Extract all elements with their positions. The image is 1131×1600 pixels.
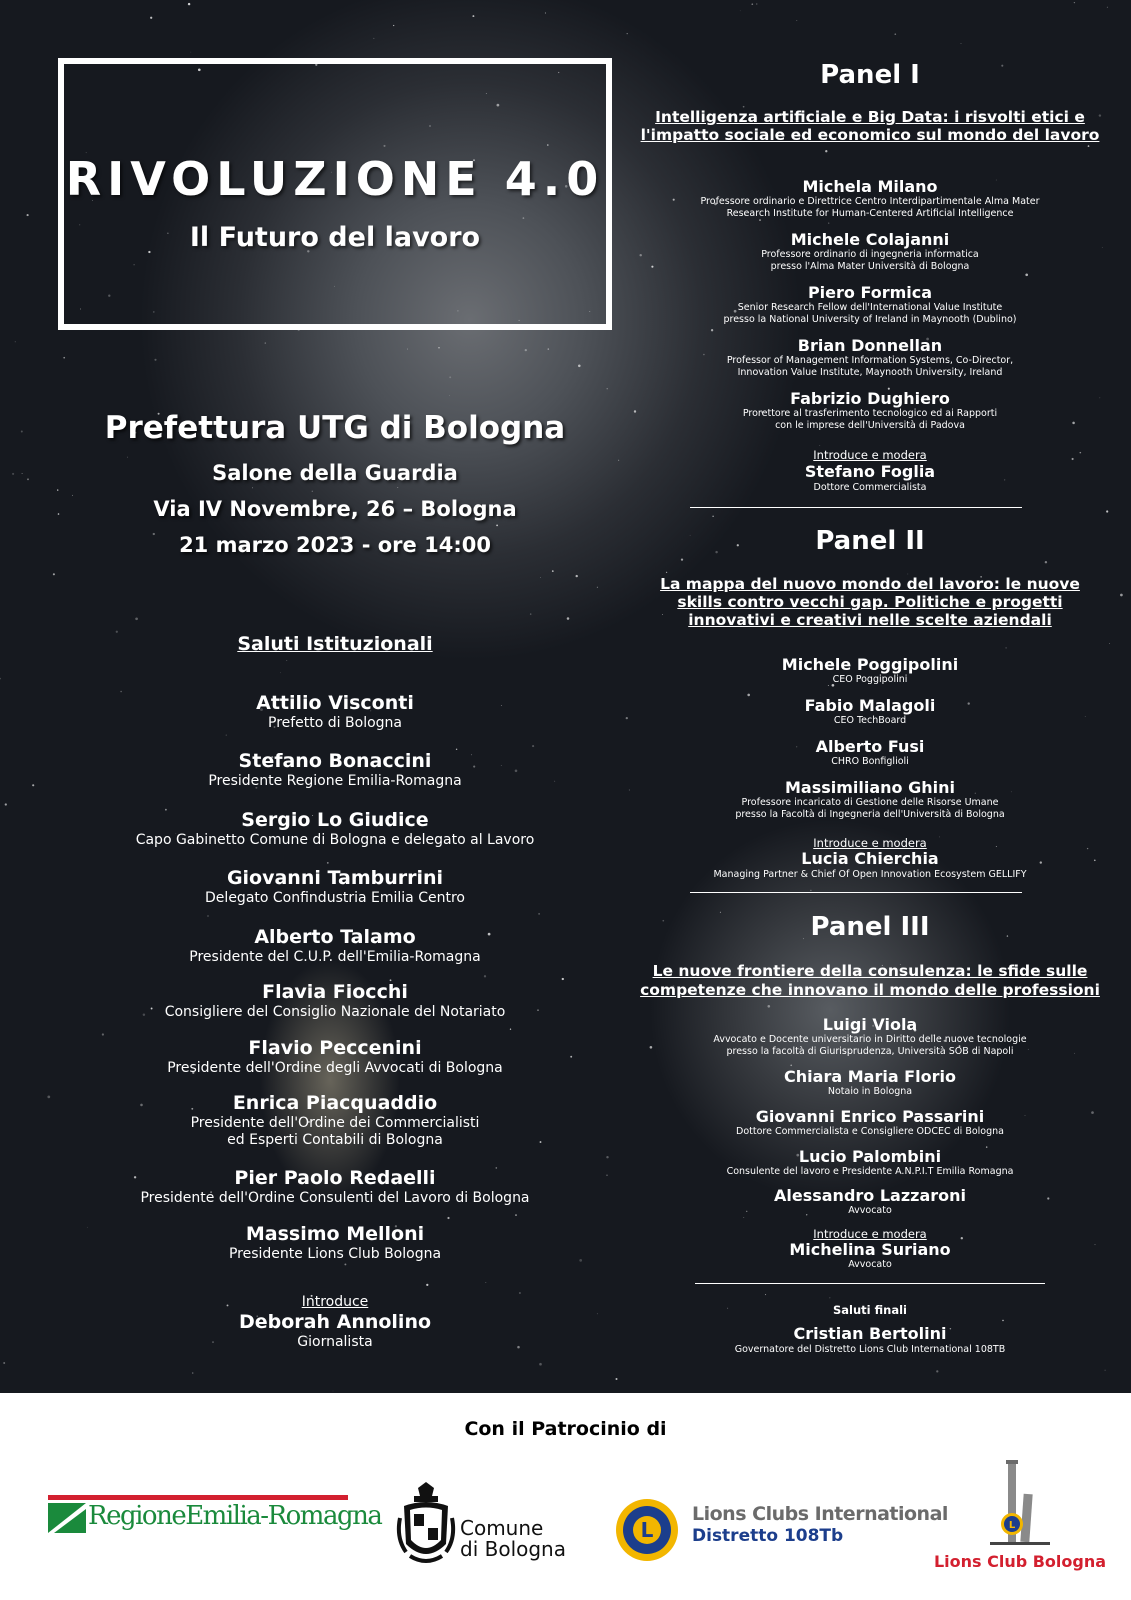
star-dot (57, 489, 58, 490)
star-dot (207, 915, 208, 916)
star-dot (280, 672, 281, 673)
lions-emblem-icon (614, 1497, 680, 1563)
star-dot (1109, 643, 1110, 644)
panel-2-speaker-name: Fabio Malagoli (804, 696, 936, 715)
panel-1-moderator-name: Stefano Foglia (804, 462, 936, 481)
panel-3-title: Panel III (810, 912, 930, 942)
panel-2-speaker-name: Alberto Fusi (815, 737, 925, 756)
comune-logo-text-line1: Comune (460, 1516, 544, 1540)
panel-1-moderator-role: Dottore Commercialista (813, 482, 927, 493)
panel-3-moderator-label: Introduce e modera (813, 1227, 927, 1241)
star-dot (12, 473, 14, 475)
star-dot (567, 617, 570, 620)
star-dot (1005, 647, 1006, 648)
panel-1-moderator-label: Introduce e modera (813, 448, 927, 462)
panel-2-speaker-role-line2: presso la Facoltà di Ingegneria dell'Università di Bologna (735, 809, 1005, 820)
star-dot (796, 20, 797, 21)
star-dot (562, 978, 564, 980)
bologna-towers-icon (990, 1458, 1050, 1546)
star-dot (0, 678, 1, 680)
star-dot (540, 577, 541, 578)
panel-2-topic-line: La mappa del nuovo mondo del lavoro: le nuove (660, 575, 1080, 593)
star-dot (22, 473, 23, 474)
star-dot (265, 342, 266, 343)
star-dot (828, 223, 829, 224)
star-dot (135, 617, 138, 620)
star-dot (21, 431, 23, 433)
star-dot (188, 3, 190, 5)
saluti-speaker-role: Prefetto di Bologna (268, 715, 402, 731)
panel-1-speaker-name: Fabrizio Dughiero (790, 389, 950, 408)
star-dot (751, 3, 753, 5)
star-dot (1088, 145, 1090, 147)
panel-2-moderator-role: Managing Partner & Chief Of Open Innovation Ecosystem GELLIFY (713, 869, 1027, 880)
star-dot (397, 487, 398, 488)
star-dot (747, 694, 750, 697)
panel-1-speaker-name: Piero Formica (807, 283, 933, 302)
star-dot (456, 749, 457, 750)
panel-2-speaker-role: CHRO Bonfiglioli (831, 756, 909, 767)
panel-3-moderator-name: Michelina Suriano (789, 1240, 951, 1259)
panel-1-speaker-name: Michela Milano (802, 177, 938, 196)
star-dot (154, 359, 156, 361)
panel-1-speaker-role-line2: Research Institute for Human-Centered Artificial Intelligence (726, 208, 1014, 219)
panel-2-moderator-name: Lucia Chierchia (801, 849, 939, 868)
panel-2-topic-line: innovativi e creativi nelle scelte aziendali (688, 611, 1052, 629)
star-dot (961, 43, 962, 44)
venue-hall: Salone della Guardia (212, 461, 458, 485)
star-dot (894, 33, 896, 35)
panel-1-speaker-role: Professor of Management Information Systems, Co-Director, (726, 355, 1014, 366)
panel-1-speaker-role: Senior Research Fellow dell'International Value Institute (737, 302, 1003, 313)
svg-text:L: L (1008, 1520, 1016, 1531)
star-dot (53, 573, 55, 575)
panel-1-speaker-role-line2: presso la National University of Ireland in Maynooth (Dublino) (723, 314, 1017, 325)
star-dot (102, 1033, 104, 1035)
panel-3-speaker-name: Alessandro Lazzaroni (773, 1186, 967, 1205)
panel-2-moderator-label: Introduce e modera (813, 836, 927, 850)
closing-label: Saluti finali (833, 1303, 907, 1317)
svg-text:L: L (640, 1518, 654, 1542)
star-dot (538, 913, 540, 915)
saluti-speaker-role: Presidente del C.U.P. dell'Emilia-Romagna (189, 949, 481, 965)
star-dot (515, 1214, 517, 1216)
saluti-intro-label: Introduce (301, 1294, 369, 1310)
panel-3-speaker-name: Chiara Maria Florio (784, 1067, 956, 1086)
star-dot (312, 491, 313, 492)
comune-logo-text-line2: di Bologna (460, 1537, 566, 1561)
star-dot (5, 803, 7, 805)
star-dot (548, 348, 549, 349)
star-dot (150, 17, 152, 19)
star-dot (472, 15, 474, 17)
panel-1-speaker-name: Michele Colajanni (790, 230, 950, 249)
star-dot (712, 516, 713, 517)
star-dot (484, 975, 486, 977)
lions-logo-text-line2: Distretto 108Tb (692, 1526, 844, 1546)
panel-3-speaker-role: Notaio in Bologna (827, 1086, 913, 1097)
star-dot (627, 33, 628, 34)
saluti-speaker-name: Pier Paolo Redaelli (234, 1167, 436, 1189)
star-dot (530, 613, 531, 614)
title-frame (58, 58, 612, 330)
saluti-speaker-role: Presidente dell'Ordine degli Avvocati di Bologna (167, 1060, 503, 1076)
star-dot (578, 365, 581, 368)
saluti-speaker-role: Delegato Confindustria Emilia Centro (205, 890, 465, 906)
star-dot (767, 1005, 770, 1008)
star-dot (27, 478, 29, 480)
panel-2-title: Panel II (815, 526, 925, 556)
panel-2-speaker-name: Michele Poggipolini (781, 655, 959, 674)
star-dot (607, 388, 608, 389)
star-dot (756, 3, 757, 4)
panel-2-speaker-name: Massimiliano Ghini (784, 778, 955, 797)
panel-3-speaker-role: Consulente del lavoro e Presidente A.N.P.I.T Emilia Romagna (726, 1166, 1014, 1177)
star-dot (810, 890, 811, 891)
star-dot (552, 570, 554, 572)
star-dot (27, 214, 29, 216)
venue-name: Prefettura UTG di Bologna (104, 410, 566, 446)
star-dot (532, 745, 534, 747)
star-dot (597, 587, 598, 588)
star-dot (1045, 561, 1047, 563)
event-title: RIVOLUZIONE 4.0 (65, 152, 605, 206)
panel-3-speaker-role: Avvocato (848, 1205, 892, 1216)
panel-3-speaker-role: Avvocato e Docente universitario in Diritto delle nuove tecnologie (713, 1034, 1027, 1045)
panel-2-speaker-role: CEO Poggipolini (832, 674, 908, 685)
star-dot (15, 341, 16, 342)
star-dot (447, 1217, 449, 1219)
star-dot (825, 150, 827, 152)
separator-line (695, 1283, 1045, 1284)
star-dot (765, 1294, 766, 1295)
star-dot (1025, 273, 1028, 276)
saluti-speaker-role: Capo Gabinetto Comune di Bologna e delegato al Lavoro (135, 832, 535, 848)
panel-1-speaker-role-line2: con le imprese dell'Università di Padova (775, 420, 965, 431)
saluti-speaker-role-line2: ed Esperti Contabili di Bologna (227, 1132, 443, 1148)
panel-1-topic-line: Intelligenza artificiale e Big Data: i risvolti etici e (655, 108, 1085, 126)
star-dot (226, 734, 227, 735)
panel-1-speaker-name: Brian Donnellan (797, 336, 943, 355)
saluti-speaker-role: Presidente Lions Club Bologna (228, 1246, 442, 1262)
star-dot (681, 558, 683, 560)
saluti-speaker-name: Stefano Bonaccini (238, 750, 432, 772)
star-dot (790, 1064, 792, 1066)
panel-2-topic-line: skills contro vecchi gap. Politiche e progetti (677, 593, 1063, 611)
lions-logo-text-line1: Lions Clubs International (692, 1503, 948, 1525)
panel-1-speaker-role: Professore ordinario di ingegneria informatica (761, 249, 979, 260)
star-dot (819, 445, 820, 446)
saluti-speaker-name: Sergio Lo Giudice (241, 809, 429, 831)
panel-1-speaker-role: Professore ordinario e Direttrice Centro Interdipartimentale Alma Mater (700, 196, 1040, 207)
regione-flag-icon (48, 1503, 86, 1533)
star-dot (327, 862, 329, 864)
event-subtitle: Il Futuro del lavoro (189, 222, 481, 253)
panel-3-topic-line: competenze che innovano il mondo delle professioni (640, 981, 1100, 999)
saluti-speaker-role: Consigliere del Consiglio Nazionale del Notariato (164, 1004, 506, 1020)
star-dot (525, 349, 527, 351)
saluti-speaker-name: Giovanni Tamburrini (226, 867, 444, 889)
star-dot (344, 1263, 346, 1265)
panel-3-speaker-name: Giovanni Enrico Passarini (755, 1107, 985, 1126)
saluti-speaker-name: Attilio Visconti (256, 692, 414, 714)
patrocinio-heading: Con il Patrocinio di (464, 1418, 667, 1440)
panel-3-speaker-role-line2: presso la facoltà di Giurisprudenza, Università SOB di Napoli (726, 1046, 1014, 1057)
star-dot (449, 376, 451, 378)
star-dot (740, 10, 741, 11)
regione-logo-text: RegioneEmilia-Romagna (88, 1501, 382, 1531)
star-dot (393, 25, 394, 26)
star-dot (190, 52, 191, 53)
closing-role: Governatore del Distretto Lions Club International 108TB (734, 1344, 1006, 1355)
panel-3-moderator-role: Avvocato (848, 1259, 892, 1270)
star-dot (1107, 7, 1108, 8)
star-dot (1120, 594, 1123, 597)
saluti-heading: Saluti Istituzionali (237, 633, 433, 655)
panel-1-speaker-role: Prorettore al trasferimento tecnologico ed ai Rapporti (742, 408, 998, 419)
star-dot (510, 1029, 511, 1030)
star-dot (252, 487, 253, 488)
panel-1-speaker-role-line2: Innovation Value Institute, Maynooth University, Ireland (737, 367, 1003, 378)
star-dot (616, 1378, 618, 1380)
saluti-intro-name: Deborah Annolino (238, 1311, 432, 1333)
event-datetime: 21 marzo 2023 - ore 14:00 (179, 533, 491, 557)
star-dot (539, 1363, 542, 1366)
panel-3-speaker-name: Luigi Viola (822, 1015, 918, 1034)
saluti-speaker-role: Presidente Regione Emilia-Romagna (208, 773, 462, 789)
saluti-speaker-name: Flavio Peccenini (248, 1037, 422, 1059)
regione-emilia-romagna-logo (48, 1495, 382, 1545)
saluti-speaker-name: Alberto Talamo (254, 926, 416, 948)
star-dot (63, 357, 65, 359)
star-dot (711, 329, 713, 331)
star-dot (449, 395, 450, 396)
comune-crest-icon (396, 1478, 456, 1568)
star-dot (485, 1282, 486, 1283)
saluti-speaker-role: Presidente dell'Ordine Consulenti del Lavoro di Bologna (140, 1190, 530, 1206)
comune-di-bologna-logo (396, 1478, 571, 1568)
lions-club-bologna-logo (920, 1458, 1120, 1578)
panel-2-speaker-role: CEO TechBoard (833, 715, 907, 726)
star-dot (1074, 2, 1075, 3)
star-dot (333, 1391, 334, 1392)
venue-address: Via IV Novembre, 26 – Bologna (153, 497, 517, 521)
panel-3-speaker-name: Lucio Palombini (798, 1147, 942, 1166)
star-dot (743, 1217, 744, 1218)
separator-line (690, 892, 1022, 893)
saluti-speaker-name: Flavia Fiocchi (262, 981, 408, 1003)
star-dot (1002, 1320, 1003, 1321)
panel-1-speaker-role-line2: presso l'Alma Mater Università di Bologna (770, 261, 970, 272)
saluti-speaker-role: Presidente dell'Ordine dei Commercialisti (190, 1115, 480, 1131)
star-dot (286, 660, 287, 661)
star-dot (192, 1372, 194, 1374)
star-dot (545, 13, 546, 14)
lions-clubs-international-logo (614, 1497, 948, 1567)
star-dot (72, 495, 73, 496)
separator-line (690, 507, 1022, 508)
star-dot (374, 38, 375, 39)
star-dot (127, 457, 128, 458)
star-dot (666, 572, 667, 573)
panel-1-title: Panel I (820, 60, 920, 90)
closing-name: Cristian Bertolini (793, 1324, 947, 1343)
panel-2-speaker-role: Professore incaricato di Gestione delle Risorse Umane (741, 797, 999, 808)
star-dot (1106, 510, 1108, 512)
saluti-speaker-name: Massimo Melloni (245, 1223, 425, 1245)
saluti-speaker-name: Enrica Piacquaddio (232, 1092, 438, 1114)
star-dot (936, 1370, 938, 1372)
star-dot (606, 1156, 608, 1158)
panel-1-topic-line: l'impatto sociale ed economico sul mondo del lavoro (640, 126, 1100, 144)
star-dot (1105, 1370, 1106, 1371)
panel-3-topic-line: Le nuove frontiere della consulenza: le sfide sulle (652, 962, 1088, 980)
star-dot (830, 1298, 831, 1299)
lions-bologna-text: Lions Club Bologna (933, 1552, 1107, 1571)
star-dot (576, 575, 578, 577)
saluti-intro-role: Giornalista (297, 1334, 373, 1350)
star-dot (438, 347, 439, 348)
star-dot (407, 349, 408, 350)
star-dot (3, 1362, 5, 1364)
panel-3-speaker-role: Dottore Commercialista e Consigliere ODCEC di Bologna (736, 1126, 1004, 1137)
star-dot (496, 525, 498, 527)
regione-logo-bar (48, 1495, 348, 1500)
star-dot (426, 1284, 428, 1286)
